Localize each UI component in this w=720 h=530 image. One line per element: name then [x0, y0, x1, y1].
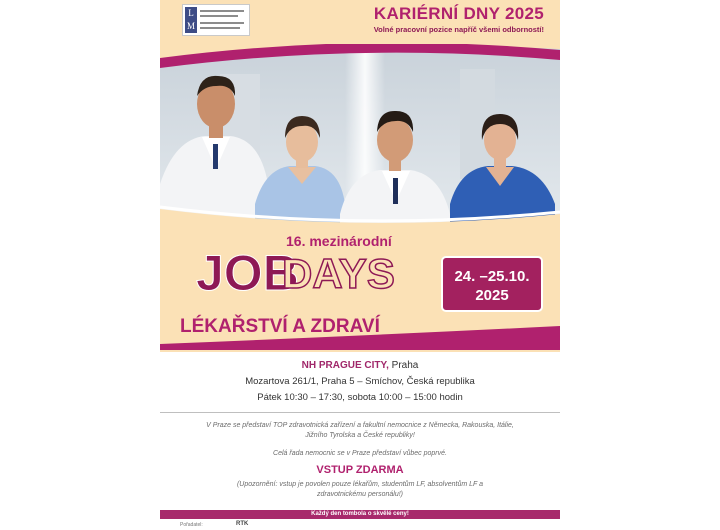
date-year: 2025: [475, 287, 509, 304]
career-days-subtitle: Volné pracovní pozice napříč všemi odborností!: [373, 25, 544, 34]
first-time-text: Celá řada nemocnic se v Praze představí vůbec poprvé.: [273, 450, 447, 457]
organizer-label: Pořadatel:: [180, 522, 203, 528]
organizer-footer-logo: RTK: [236, 521, 249, 527]
hero-illustration: [160, 44, 560, 350]
hero-photo: [160, 44, 560, 350]
venue-address: Mozartova 261/1, Praha 5 – Smíchov, Česká republika: [245, 376, 475, 387]
description-text: V Praze se představí TOP zdravotnická zařízení a fakultní nemocnice z Německa, Rakouska, Itálie, Jižního Tyrolska a České republiky!: [206, 422, 514, 439]
venue-city: Praha: [388, 360, 419, 371]
field-text: LÉKAŘSTVÍ A ZDRAVÍ: [180, 316, 380, 337]
opening-hours: Pátek 10:30 – 17:30, sobota 10:00 – 15:00 hodin: [257, 392, 463, 403]
divider: [160, 412, 560, 413]
footer-partner-logos: [478, 522, 538, 526]
career-days-title: KARIÉRNÍ DNY 2025: [373, 4, 544, 23]
logo-line: [200, 10, 244, 12]
free-entry-title: VSTUP ZDARMA: [316, 464, 404, 476]
logo-line: [200, 22, 244, 24]
job-word: JOB: [196, 245, 299, 301]
logo-line: [200, 27, 240, 29]
event-info: [160, 352, 560, 530]
days-word: DAYS: [282, 250, 395, 297]
edition-text: 16. mezinárodní: [286, 233, 392, 249]
date-range: 24. –25.10.: [454, 268, 530, 285]
venue-name: NH PRAGUE CITY,: [301, 360, 389, 371]
tombola-bar: Každý den tombola o skvělé ceny!: [160, 510, 560, 519]
organizer-logo: [182, 4, 250, 36]
lm-logo-mark: L M: [186, 8, 195, 31]
entry-note: (Upozornění: vstup je povolen pouze lékařům, studentům LF, absolventům LF a zdravotnickému personálu!): [236, 481, 484, 498]
job-days-poster: [160, 0, 560, 530]
venue-line: [160, 360, 560, 371]
logo-line: [200, 15, 238, 17]
